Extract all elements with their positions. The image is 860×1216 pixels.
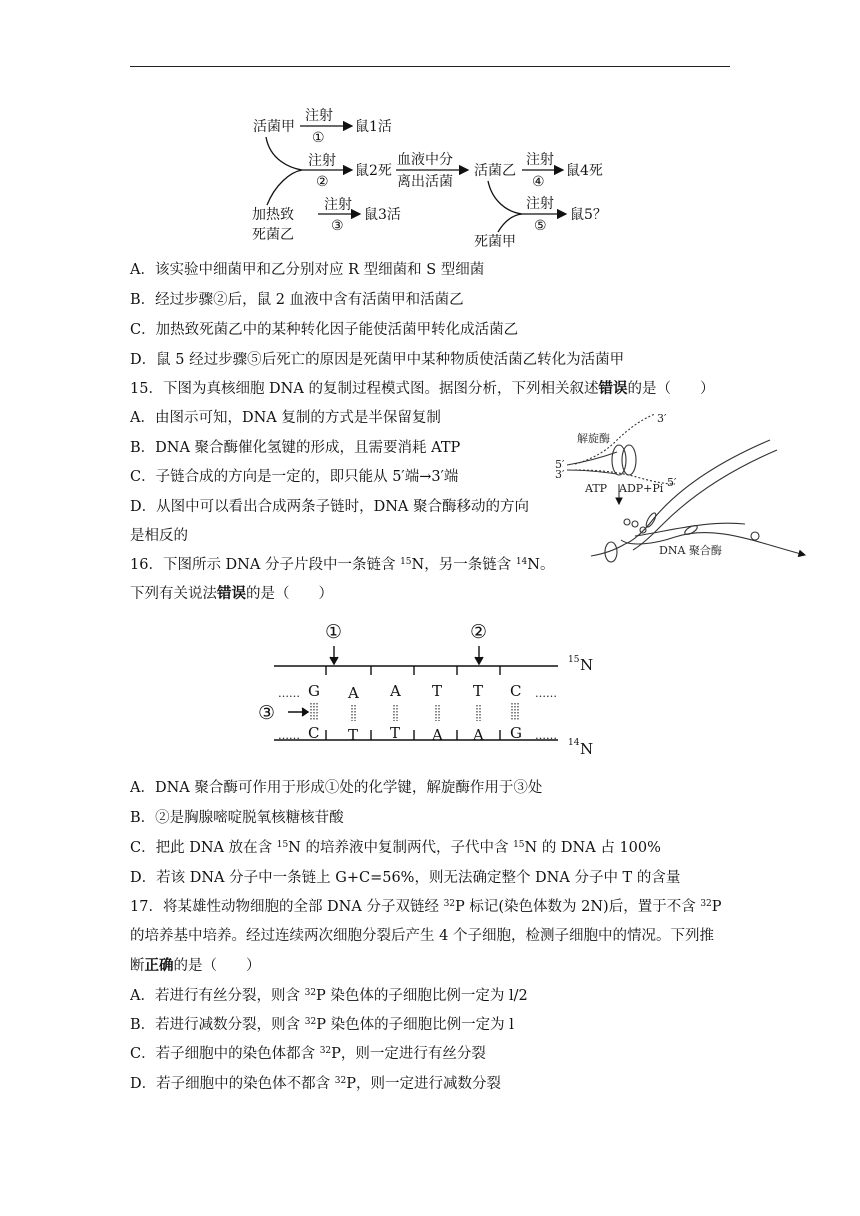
- mouse-4-label: 鼠4死: [566, 163, 603, 179]
- prime-3-left-label: 3′: [555, 468, 565, 481]
- heat-killed-top-label: 加热致: [252, 207, 294, 223]
- live-bacteria-a-label: 活菌甲: [253, 119, 295, 135]
- q17-stem-line1: 17．将某雄性动物细胞的全部 DNA 分子双链经 $^{32}$P 标记(染色体数为 2N)后，置于不含 $^{32}$P: [130, 899, 722, 915]
- q14-option-b: B．经过步骤②后，鼠 2 血液中含有活菌甲和活菌乙: [130, 292, 464, 308]
- mouse-3-label: 鼠3活: [364, 207, 401, 223]
- bottom-base-6: G: [510, 724, 522, 742]
- mouse-1-label: 鼠1活: [355, 119, 392, 135]
- dead-bacteria-a-label: 死菌甲: [474, 234, 516, 250]
- bottom-base-2: T: [348, 726, 359, 744]
- q15-option-d-line1: D．从图中可以看出合成两条子链时，DNA 聚合酶移动的方向: [130, 499, 530, 515]
- inject-label-4: 注射: [526, 152, 554, 168]
- inject-label-1: 注射: [305, 108, 333, 124]
- q16-option-b: B．②是胸腺嘧啶脱氧核糖核苷酸: [130, 810, 344, 826]
- bottom-dots-left: ……: [278, 729, 300, 742]
- top-base-6: C: [510, 682, 522, 700]
- q15-stem: 15．下图为真核细胞 DNA 的复制过程模式图。据图分析，下列相关叙述错误的是（ ）: [130, 380, 715, 397]
- n15-superscript: 15: [568, 655, 580, 665]
- n14-superscript: 14: [568, 738, 580, 748]
- n14-letter: N: [580, 740, 594, 758]
- q17-stem-line2: 的培养基中培养。经过连续两次细胞分裂后产生 4 个子细胞，检测子细胞中的情况。下列推: [130, 928, 714, 944]
- step-1-label: ①: [312, 130, 325, 146]
- top-base-1: G: [308, 682, 320, 700]
- q16-option-a: A．DNA 聚合酶可作用于形成①处的化学键，解旋酶作用于③处: [130, 780, 543, 796]
- heat-killed-bottom-label: 死菌乙: [252, 227, 294, 243]
- q17-option-c: C．若子细胞中的染色体都含 $^{32}$P，则一定进行有丝分裂: [130, 1046, 486, 1062]
- q14-option-a: A．该实验中细菌甲和乙分别对应 R 型细菌和 S 型细菌: [130, 262, 485, 278]
- inject-label-2: 注射: [308, 153, 336, 169]
- top-base-5: T: [473, 682, 484, 700]
- n15-letter: N: [580, 656, 594, 674]
- mouse-2-label: 鼠2死: [355, 163, 392, 179]
- q15-option-d-line2: 是相反的: [130, 528, 188, 544]
- bottom-base-1: C: [308, 724, 320, 742]
- dna-polymerase-label: DNA 聚合酶: [659, 544, 722, 557]
- marker-2-label: ②: [470, 621, 488, 643]
- q14-option-c: C．加热致死菌乙中的某种转化因子能使活菌甲转化成活菌乙: [130, 322, 519, 338]
- live-bacteria-b-label: 活菌乙: [474, 163, 516, 179]
- q17-option-b: B．若进行减数分裂，则含 $^{32}$P 染色体的子细胞比例一定为 l: [130, 1017, 514, 1033]
- q17-stem-line3: 断正确的是（ ）: [130, 957, 261, 974]
- q16-stem-line1: 16．下图所示 DNA 分子片段中一条链含 $^{15}$N，另一条链含 $^{14}$N。: [130, 557, 555, 573]
- prime-5-right-label: 5′: [667, 476, 677, 489]
- q16-option-c: C．把此 DNA 放在含 $^{15}$N 的培养液中复制两代，子代中含 $^{15}$N 的 DNA 占 100%: [130, 840, 661, 856]
- top-base-2: A: [348, 684, 359, 702]
- q16-option-d: D．若该 DNA 分子中一条链上 G+C=56%，则无法确定整个 DNA 分子中 T 的含量: [130, 870, 681, 886]
- top-base-3: A: [390, 682, 401, 700]
- q15-option-c: C．子链合成的方向是一定的，即只能从 5′端→3′端: [130, 469, 459, 485]
- atp-label: ATP: [585, 482, 608, 495]
- q15-option-b: B．DNA 聚合酶催化氢键的形成，且需要消耗 ATP: [130, 440, 461, 456]
- q14-option-d: D．鼠 5 经过步骤⑤后死亡的原因是死菌甲中某种物质使活菌乙转化为活菌甲: [130, 352, 625, 368]
- q17-option-a: A．若进行有丝分裂，则含 $^{32}$P 染色体的子细胞比例一定为 l/2: [130, 988, 528, 1004]
- helicase-label: 解旋酶: [577, 432, 610, 445]
- q17-option-d: D．若子细胞中的染色体不都含 $^{32}$P，则一定进行减数分裂: [130, 1076, 501, 1092]
- dna-fragment-figure: [258, 617, 630, 767]
- inject-label-5: 注射: [526, 196, 554, 212]
- marker-1-label: ①: [325, 621, 343, 643]
- prime-5-left-label: 5′: [555, 458, 565, 471]
- dna-replication-figure: [555, 412, 815, 572]
- header-rule: [130, 66, 730, 67]
- separate-top-label: 血液中分: [397, 152, 453, 168]
- bottom-base-3: T: [390, 724, 401, 742]
- top-dots-left: ……: [278, 687, 300, 700]
- bottom-dots-right: ……: [535, 729, 557, 742]
- step-2-label: ②: [316, 174, 329, 190]
- prime-3-top-label: 3′: [657, 412, 667, 425]
- adp-pi-label: ADP+Pi: [619, 482, 664, 495]
- step-3-label: ③: [331, 218, 344, 234]
- q15-option-a: A．由图示可知，DNA 复制的方式是半保留复制: [130, 410, 441, 426]
- separate-bottom-label: 离出活菌: [397, 174, 453, 190]
- marker-3-label: ③: [258, 702, 276, 724]
- inject-label-3: 注射: [324, 197, 352, 213]
- bottom-base-5: A: [473, 726, 484, 744]
- step-5-label: ⑤: [534, 218, 547, 234]
- top-dots-right: ……: [535, 687, 557, 700]
- mouse-5-label: 鼠5？: [570, 207, 607, 223]
- q14-experiment-diagram: [0, 90, 860, 350]
- bottom-base-4: A: [432, 726, 443, 744]
- top-base-4: T: [432, 682, 443, 700]
- step-4-label: ④: [532, 174, 545, 190]
- q16-stem-line2: 下列有关说法错误的是（ ）: [130, 585, 333, 602]
